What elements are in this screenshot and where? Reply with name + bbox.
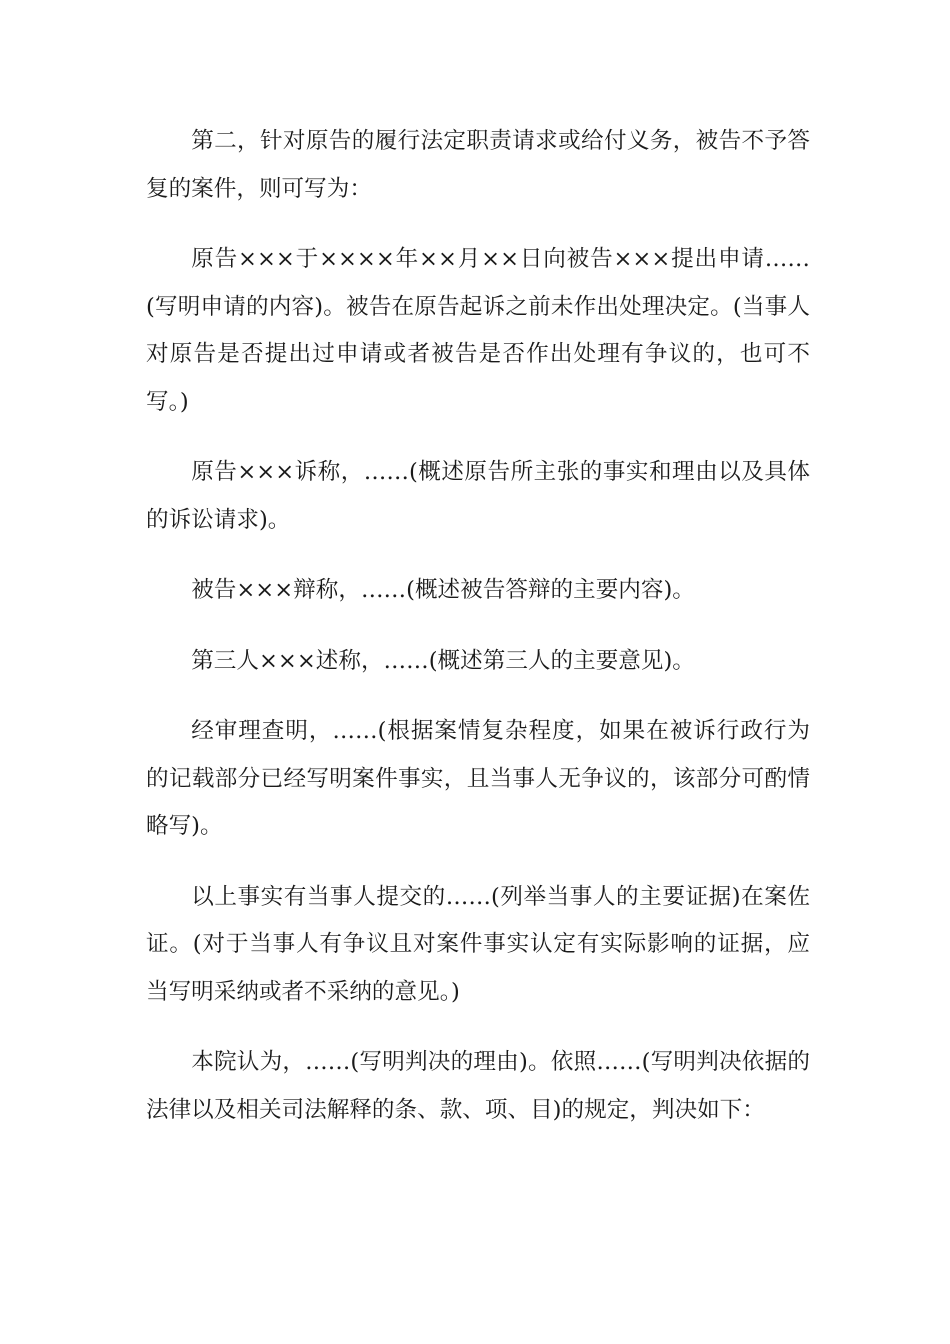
paragraph-gap bbox=[146, 1016, 810, 1039]
paragraph-gap bbox=[146, 685, 810, 708]
paragraph-findings: 经审理查明，……(根据案情复杂程度，如果在被诉行政行为的记载部分已经写明案件事实，且当事人无争议的，该部分可酌情略写)。 bbox=[146, 718, 810, 839]
paragraph-no-reply-cases: 第二，针对原告的履行法定职责请求或给付义务，被告不予答复的案件，则可写为： bbox=[146, 128, 810, 202]
paragraph-gap bbox=[146, 213, 810, 236]
paragraph-plaintiff-claims: 原告×××诉称，……(概述原告所主张的事实和理由以及具体的诉讼请求)。 bbox=[146, 459, 810, 533]
paragraph-evidence: 以上事实有当事人提交的……(列举当事人的主要证据)在案佐证。(对于当事人有争议且对案件事实认定有实际影响的证据，应当写明采纳或者不采纳的意见。) bbox=[146, 883, 810, 1005]
paragraph-gap bbox=[146, 615, 810, 638]
paragraph-gap bbox=[146, 426, 810, 449]
paragraph-defendant-defense: 被告×××辩称，……(概述被告答辩的主要内容)。 bbox=[191, 577, 695, 603]
paragraph-gap bbox=[146, 851, 810, 874]
document-body bbox=[146, 118, 810, 1134]
paragraph-court-opinion: 本院认为，……(写明判决的理由)。依照……(写明判决依据的法律以及相关司法解释的条、款、项、目)的规定，判决如下： bbox=[146, 1049, 810, 1123]
paragraph-third-party: 第三人×××述称，……(概述第三人的主要意见)。 bbox=[191, 647, 695, 674]
paragraph-gap bbox=[146, 544, 810, 567]
paragraph-application: 原告×××于××××年××月××日向被告×××提出申请……(写明申请的内容)。被告在原告起诉之前未作出处理决定。(当事人对原告是否提出过申请或者被告是否作出处理有争议的，也可不写。) bbox=[146, 246, 810, 415]
